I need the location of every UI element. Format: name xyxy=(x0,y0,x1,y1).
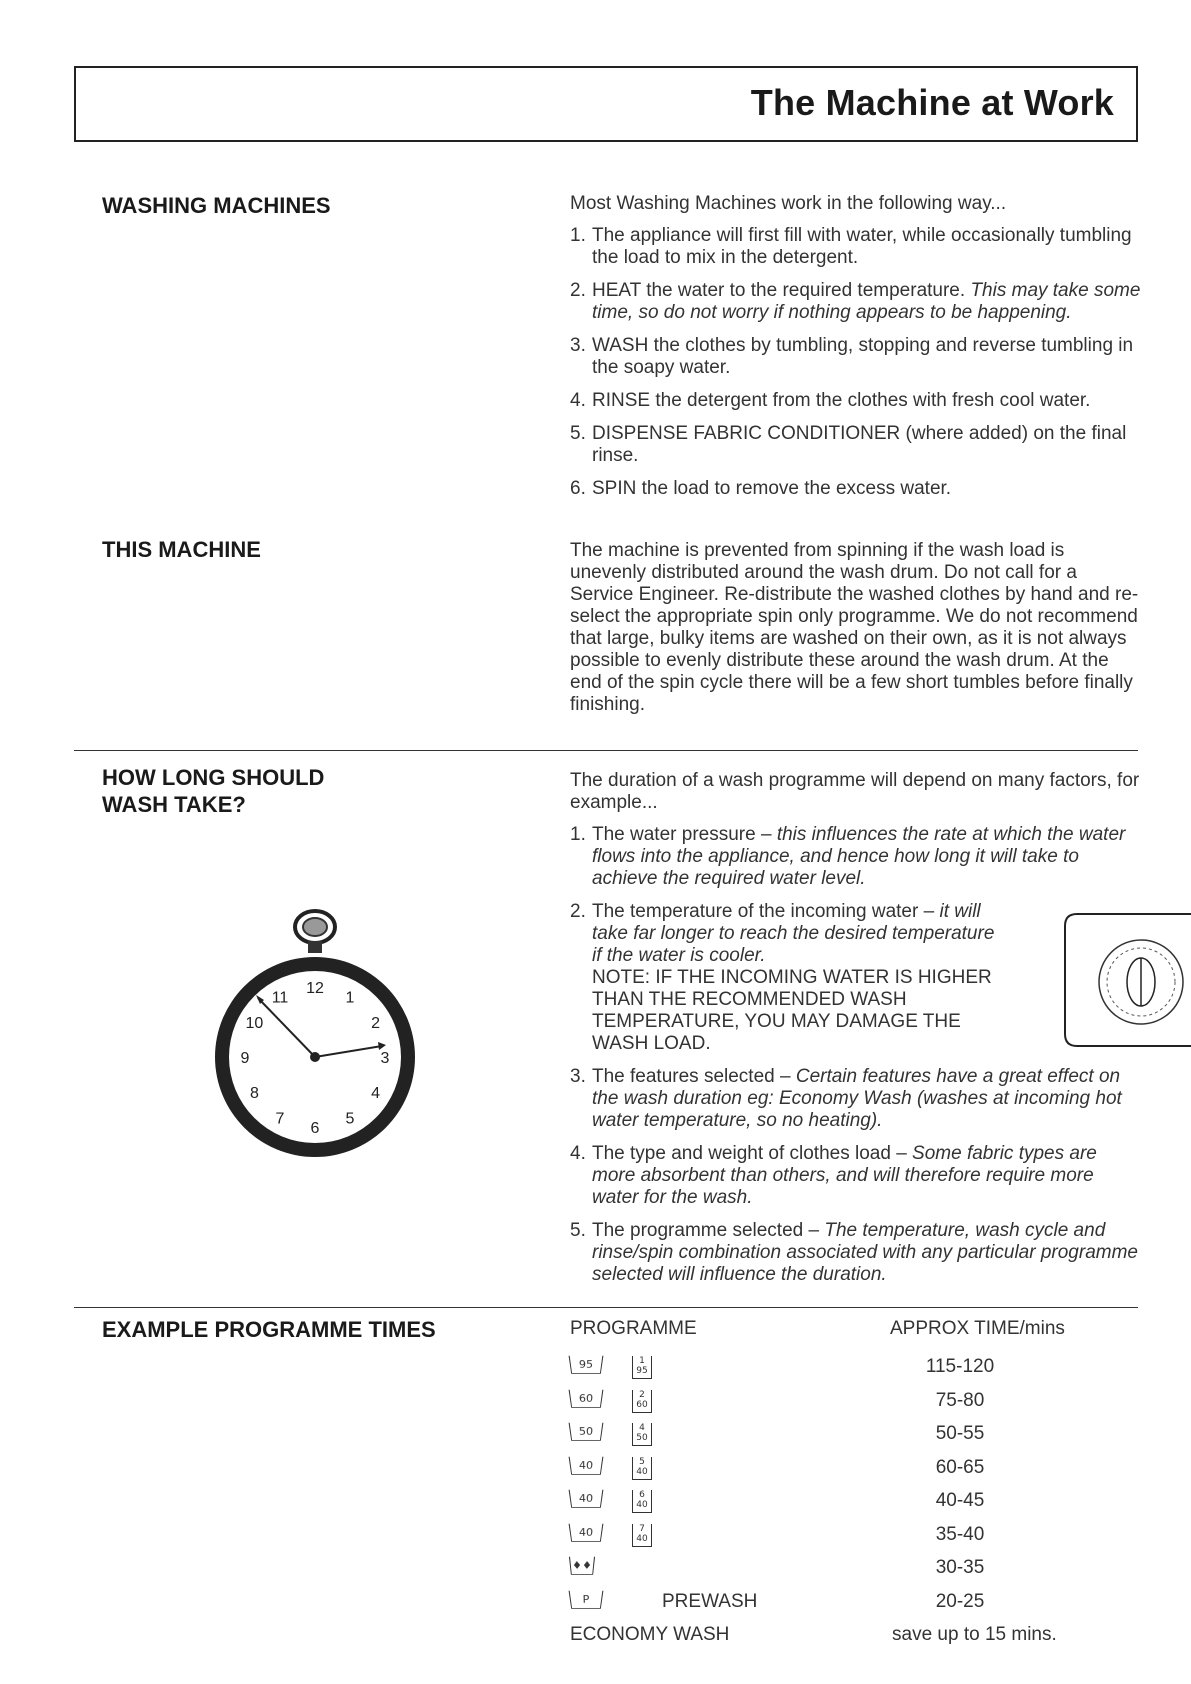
wash-temp-symbol-icon: P xyxy=(569,1590,604,1608)
clock-number: 8 xyxy=(249,1085,259,1102)
programme-time: 60-65 xyxy=(935,1456,985,1478)
table-header xyxy=(570,1318,1142,1352)
programme-times-table xyxy=(570,1318,1142,1654)
programme-time: 20-25 xyxy=(935,1590,985,1612)
dial-icon xyxy=(1063,912,1191,1050)
clock-number: 4 xyxy=(371,1085,381,1102)
wash-temp-symbol-icon: 40 xyxy=(569,1490,604,1508)
header-box xyxy=(74,66,1138,142)
note-text: NOTE: IF THE INCOMING WATER IS HIGHER THAN THE RECOMMENDED WASH TEMPERATURE, YOU MAY DAMAGE THE WASH LOAD. xyxy=(592,967,992,1054)
programme-time: 50-55 xyxy=(935,1423,985,1444)
programme-number-icon: 1 95 xyxy=(632,1356,652,1379)
col-time-header: APPROX TIME/mins xyxy=(890,1318,1065,1339)
list-item: 4. The type and weight of clothes load – Some fabric types are more absorbent than others, and will therefore require more water for the wash. xyxy=(570,1143,1097,1208)
list-item: 4. RINSE the detergent from the clothes with fresh cool water. xyxy=(570,390,1091,411)
programme-time: 40-45 xyxy=(935,1490,985,1511)
programme-time: 75-80 xyxy=(935,1389,985,1411)
factors-list xyxy=(570,824,1142,1286)
programme-number-icon: 2 60 xyxy=(632,1390,652,1413)
section-title-this-machine: THIS MACHINE xyxy=(102,537,261,562)
economy-time: save up to 15 mins. xyxy=(892,1624,1057,1645)
wash-temp-symbol-icon: 95 xyxy=(569,1356,604,1374)
table-row xyxy=(570,1419,1142,1453)
table-row xyxy=(570,1453,1142,1487)
list-item: 3. The features selected – Certain features have a great effect on the wash duration eg: Economy Wash (washes at incoming hot water temperature, so no heating). xyxy=(570,1066,1122,1131)
stopwatch-icon xyxy=(200,905,430,1170)
programme-dial-illustration xyxy=(1063,912,1191,1050)
list-item: 6. SPIN the load to remove the excess water. xyxy=(570,478,952,499)
table-row-economy xyxy=(570,1620,1142,1654)
this-machine-body xyxy=(570,540,1142,726)
section-title-example-times: EXAMPLE PROGRAMME TIMES xyxy=(102,1317,436,1342)
table-row xyxy=(570,1352,1142,1386)
col-programme-header: PROGRAMME xyxy=(570,1318,697,1339)
list-item: 1. The water pressure – this influences the rate at which the water flows into the appliance, and hence how long it will take to achieve the required water level. xyxy=(570,824,1126,889)
list-item: 2. The temperature of the incoming water – it will take far longer to reach the desired temperature if the water is cooler. NOTE: IF THE INCOMING WATER IS HIGHER THAN THE RECOMMENDED WASH TEMPERATURE, YOU MAY DAMAGE THE WASH LOAD. xyxy=(570,901,1142,1055)
washing-machines-intro: Most Washing Machines work in the following way... xyxy=(570,193,1007,214)
wash-temp-symbol-icon: 50 xyxy=(569,1423,604,1441)
list-item: 3. WASH the clothes by tumbling, stopping and reverse tumbling in the soapy water. xyxy=(570,335,1134,378)
this-machine-text: The machine is prevented from spinning if the wash load is unevenly distributed around the wash drum. Do not call for a Service Engineer. Re-distribute the washed clothes by hand and re-select the appropriate spin only programme. We do not recommend that large, bulky items are washed on their own, as it is not always possible to evenly distribute these around the wash drum. At the end of the spin cycle there will be a few short tumbles before finally finishing. xyxy=(570,540,1139,715)
list-item: 5. The programme selected – The temperature, wash cycle and rinse/spin combination associated with any particular programme selected will influence the duration. xyxy=(570,1220,1138,1285)
page-title: The Machine at Work xyxy=(750,82,1114,123)
clock-number: 11 xyxy=(271,989,289,1007)
clock-number: 3 xyxy=(380,1050,390,1067)
table-row xyxy=(570,1520,1142,1554)
how-long-body xyxy=(570,770,1142,1297)
section-title-how-long: HOW LONG SHOULD WASH TAKE? xyxy=(102,765,325,817)
spin-symbol-icon: ♦♦ xyxy=(569,1557,595,1575)
section-title-washing-machines: WASHING MACHINES xyxy=(102,193,331,218)
programme-number-icon: 4 50 xyxy=(632,1423,652,1446)
clock-number: 5 xyxy=(345,1110,355,1128)
stopwatch-clock-illustration xyxy=(200,905,430,1170)
how-long-intro: The duration of a wash programme will depend on many factors, for example... xyxy=(570,770,1140,813)
table-row xyxy=(570,1553,1142,1587)
clock-number: 6 xyxy=(310,1120,320,1137)
programme-time: 35-40 xyxy=(935,1523,985,1545)
clock-number: 2 xyxy=(371,1015,381,1032)
programme-number-icon: 6 40 xyxy=(632,1490,652,1513)
table-row xyxy=(570,1587,1142,1621)
section-divider xyxy=(74,750,1138,751)
clock-number: 12 xyxy=(306,980,324,997)
washing-steps-list xyxy=(570,225,1142,500)
clock-number: 10 xyxy=(245,1015,264,1032)
clock-number: 7 xyxy=(275,1110,285,1128)
section-divider xyxy=(74,1307,1138,1308)
wash-temp-symbol-icon: 40 xyxy=(569,1456,604,1474)
programme-number-icon: 7 40 xyxy=(632,1524,652,1547)
programme-time: 30-35 xyxy=(935,1557,985,1578)
washing-machines-body xyxy=(570,193,1142,511)
table-row xyxy=(570,1386,1142,1420)
economy-label: ECONOMY WASH xyxy=(570,1624,730,1645)
programme-number-icon: 5 40 xyxy=(632,1457,652,1480)
wash-temp-symbol-icon: 40 xyxy=(569,1523,604,1541)
wash-temp-symbol-icon: 60 xyxy=(569,1389,604,1407)
list-item: 2. HEAT the water to the required temperature. This may take some time, so do not worry if nothing appears to be happening. xyxy=(570,280,1141,323)
list-item: 5. DISPENSE FABRIC CONDITIONER (where added) on the final rinse. xyxy=(570,423,1127,466)
list-item: 1. The appliance will first fill with water, while occasionally tumbling the load to mix in the detergent. xyxy=(570,225,1132,268)
clock-number: 1 xyxy=(345,989,355,1007)
programme-time: 115-120 xyxy=(925,1356,995,1377)
clock-number: 9 xyxy=(240,1050,250,1067)
programme-label: PREWASH xyxy=(662,1590,758,1612)
table-row xyxy=(570,1486,1142,1520)
